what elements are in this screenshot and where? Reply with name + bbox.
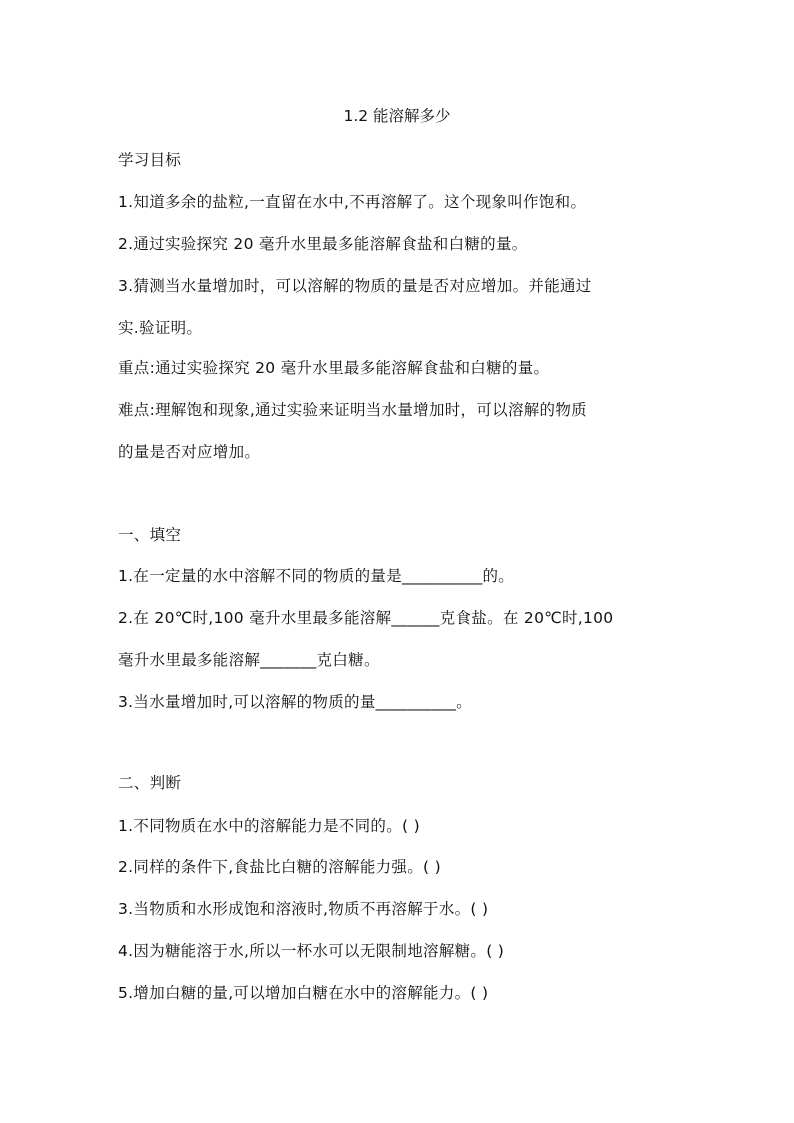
objective-item-3-line-2: 实.验证明。	[118, 319, 203, 337]
objective-item-3-line-1: 3.猜测当水量增加时，可以溶解的物质的量是否对应增加。并能通过	[118, 277, 592, 295]
fill-blank-heading: 一、填空	[118, 526, 182, 544]
key-point: 重点:通过实验探究 20 毫升水里最多能溶解食盐和白糖的量。	[118, 359, 550, 377]
difficulty-line-1: 难点:理解饱和现象,通过实验来证明当水量增加时，可以溶解的物质	[118, 401, 587, 419]
objective-item-2: 2.通过实验探究 20 毫升水里最多能溶解食盐和白糖的量。	[118, 235, 528, 253]
fill-blank-question-2-line-1: 2.在 20℃时,100 毫升水里最多能溶解______克食盐。在 20℃时,100	[118, 609, 614, 627]
objectives-heading: 学习目标	[118, 151, 182, 169]
judgment-heading: 二、判断	[118, 774, 182, 792]
judgment-question-4: 4.因为糖能溶于水,所以一杯水可以无限制地溶解糖。( )	[118, 942, 505, 960]
difficulty-line-2: 的量是否对应增加。	[118, 443, 261, 461]
judgment-question-1: 1.不同物质在水中的溶解能力是不同的。( )	[118, 817, 420, 835]
fill-blank-question-3: 3.当水量增加时,可以溶解的物质的量__________。	[118, 693, 472, 711]
fill-blank-question-1: 1.在一定量的水中溶解不同的物质的量是__________的。	[118, 567, 515, 585]
judgment-question-3: 3.当物质和水形成饱和溶液时,物质不再溶解于水。( )	[118, 900, 489, 918]
page-title: 1.2 能溶解多少	[343, 107, 451, 125]
judgment-question-2: 2.同样的条件下,食盐比白糖的溶解能力强。( )	[118, 858, 441, 876]
fill-blank-question-2-line-2: 毫升水里最多能溶解_______克白糖。	[118, 651, 380, 669]
judgment-question-5: 5.增加白糖的量,可以增加白糖在水中的溶解能力。( )	[118, 984, 489, 1002]
objective-item-1: 1.知道多余的盐粒,一直留在水中,不再溶解了。这个现象叫作饱和。	[118, 193, 587, 211]
